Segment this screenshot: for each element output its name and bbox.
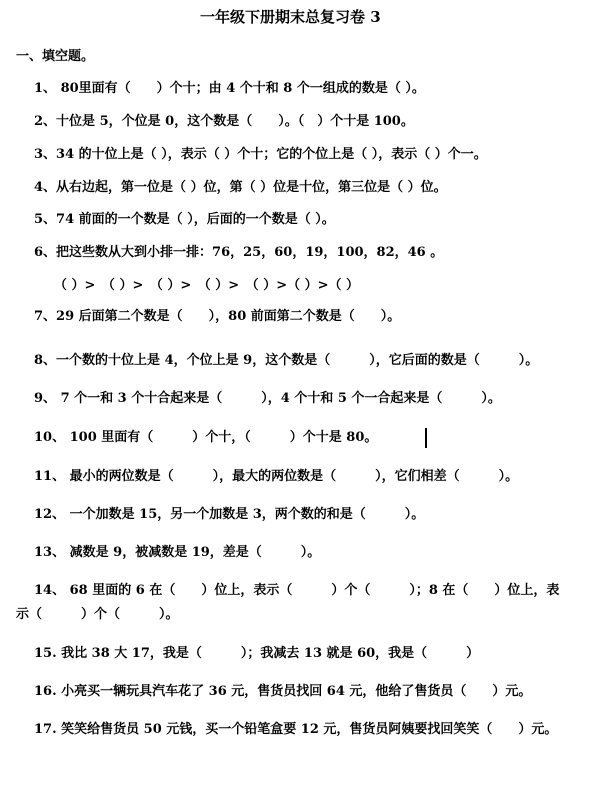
- question-6-ordering: （ ）> （ ）> （ ）> （ ）> （ ）>（ ）>（ ）: [54, 278, 360, 293]
- question-5: 5、74 前面的一个数是（ ），后面的一个数是（ ）。: [34, 212, 335, 227]
- question-16: 16. 小亮买一辆玩具汽车花了 36 元，售货员找回 64 元，他给了售货员（ ）元。: [34, 684, 532, 699]
- question-8: 8、一个数的十位上是 4，个位上是 9，这个数是（ ），它后面的数是（ ）。: [34, 353, 539, 368]
- question-4: 4、从右边起，第一位是（ ）位，第（ ）位是十位，第三位是（ ）位。: [34, 180, 447, 195]
- question-15: 15. 我比 38 大 17，我是（ ）；我减去 13 就是 60，我是（ ）: [34, 646, 480, 661]
- section-heading: 一、填空题。: [16, 49, 95, 64]
- question-3: 3、34 的十位上是（ ），表示（ ）个十；它的个位上是（ ），表示（ ）个一。: [34, 147, 487, 162]
- question-2: 2、十位是 5，个位是 0，这个数是（ ）。（ ）个十是 100。: [34, 114, 414, 129]
- question-9: 9、 7 个一和 3 个十合起来是（ ），4 个十和 5 个一合起来是（ ）。: [34, 391, 501, 406]
- question-7: 7、29 后面第二个数是（ ），80 前面第二个数是（ ）。: [34, 309, 401, 324]
- question-14-continued: 示（ ）个（ ）。: [16, 607, 179, 622]
- question-1: 1、 80里面有（ ）个十；由 4 个十和 8 个一组成的数是（ ）。: [34, 81, 425, 96]
- question-10: 10、 100 里面有（ ）个十，（ ）个十是 80。: [34, 430, 378, 445]
- page-title: 一年级下册期末总复习卷 3: [200, 8, 381, 26]
- question-11: 11、 最小的两位数是（ ），最大的两位数是（ ），它们相差（ ）。: [34, 469, 519, 484]
- question-13: 13、 减数是 9，被减数是 19，差是（ ）。: [34, 545, 321, 560]
- question-17: 17. 笑笑给售货员 50 元钱，买一个铅笔盒要 12 元，售货员阿姨要找回笑笑（ ）元。: [34, 722, 558, 737]
- question-6: 6、把这些数从大到小排一排：76，25，60，19，100，82，46 。: [34, 245, 444, 260]
- text-cursor: [425, 428, 427, 448]
- question-12: 12、 一个加数是 15，另一个加数是 3，两个数的和是（ ）。: [34, 507, 425, 522]
- question-14: 14、 68 里面的 6 在（ ）位上，表示（ ）个（ ）；8 在（ ）位上，表: [34, 583, 560, 598]
